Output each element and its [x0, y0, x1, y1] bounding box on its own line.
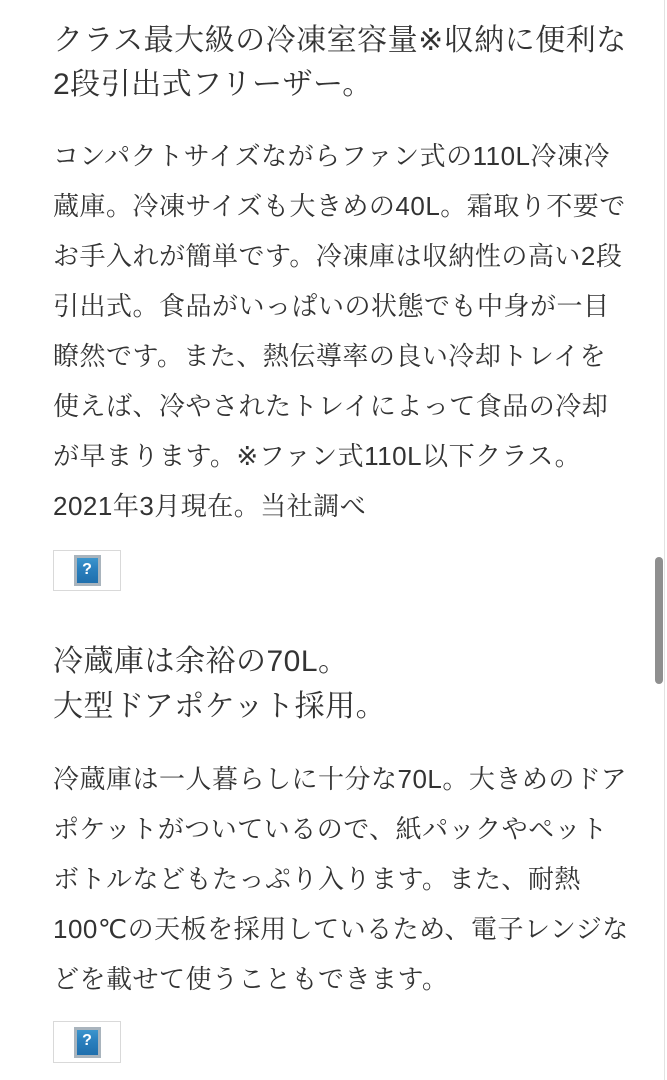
broken-image-icon [74, 1027, 101, 1058]
section-2-heading-line-1: 冷蔵庫は余裕の70L。 [53, 645, 349, 678]
section-2-body: 冷蔵庫は一人暮らしに十分な70L。大きめのドアポケットがついているので、紙パックやペットボトルなどもたっぷり入ります。また、耐熱100℃の天板を採用しているため、電子レンジなどを載せて使うこともできます。 [53, 764, 629, 994]
question-mark-glyph: ? [82, 1032, 92, 1049]
broken-image-icon [74, 555, 101, 586]
scrollbar[interactable] [653, 0, 667, 1080]
section-2-heading [53, 639, 631, 729]
broken-image-placeholder-1 [53, 550, 121, 591]
broken-image-placeholder-2 [53, 1021, 121, 1063]
section-1-heading: クラス最大級の冷凍室容量※収納に便利な2段引出式フリーザー。 [53, 24, 627, 101]
question-mark-glyph: ? [82, 560, 92, 578]
section-1-body: コンパクトサイズながらファン式の110L冷凍冷蔵庫。冷凍サイズも大きめの40L。霜取り不要でお手入れが簡単です。冷凍庫は収納性の高い2段引出式。食品がいっぱいの状態でも中身が一目瞭然です。また、熱伝導率の良い冷却トレイを使えば、冷やされたトレイによって食品の冷却が早まります。※ファン式110L以下クラス。2021年3月現在。当社調べ [53, 141, 626, 521]
section-2-heading-line-2: 大型ドアポケット採用。 [53, 690, 387, 723]
scrollbar-thumb[interactable] [655, 557, 663, 684]
